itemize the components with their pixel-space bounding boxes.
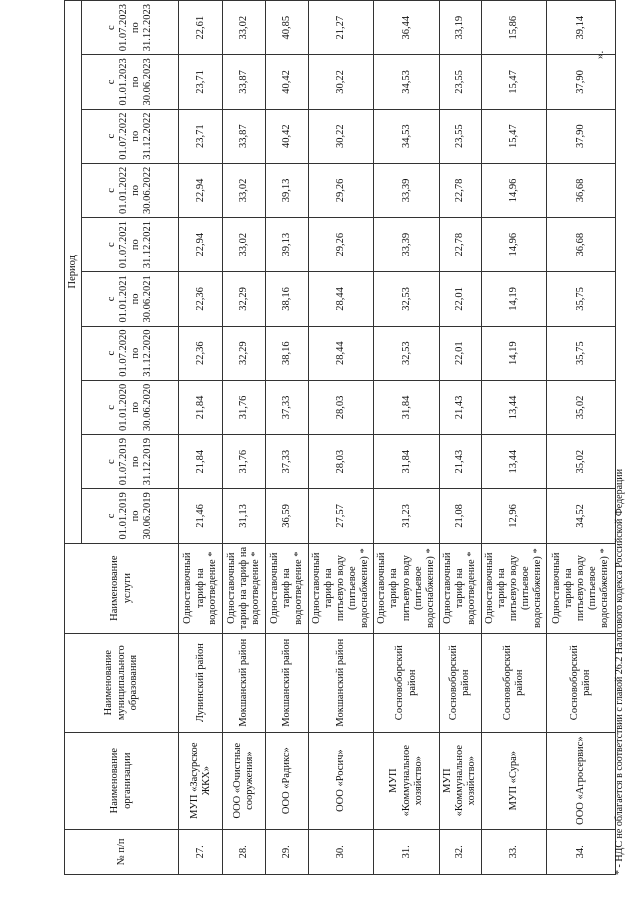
- row-value: 33,19: [439, 1, 481, 55]
- period-header-3: с 01.01.2020 по 30.06.2020: [82, 380, 179, 434]
- row-value: 33,02: [223, 218, 266, 272]
- row-value: 21,84: [179, 380, 223, 434]
- row-service: Одноставочный тариф на водоотведение *: [179, 543, 223, 633]
- row-org: ООО «Росич»: [309, 732, 374, 829]
- header-num: № п/п: [65, 829, 179, 874]
- row-num: 32.: [439, 829, 481, 874]
- period-header-2: с 01.07.2019 по 31.12.2019: [82, 435, 179, 489]
- row-value: 15,86: [481, 1, 546, 55]
- row-value: 36,68: [547, 163, 616, 217]
- row-value: 14,96: [481, 218, 546, 272]
- header-row: [65, 1, 82, 875]
- table-row: [481, 1, 546, 875]
- row-num: 34.: [547, 829, 616, 874]
- table-row: [179, 1, 223, 875]
- row-org: МУП «Сура»: [481, 732, 546, 829]
- row-value: 22,94: [179, 218, 223, 272]
- row-value: 23,55: [439, 55, 481, 109]
- row-org: МУП «Коммунальное хозяйство»: [374, 732, 439, 829]
- header-period: Период: [65, 1, 82, 544]
- row-value: 33,39: [374, 163, 439, 217]
- row-value: 37,90: [547, 109, 616, 163]
- row-value: 36,68: [547, 218, 616, 272]
- row-service: Одноставочный тариф на водоотведение *: [266, 543, 309, 633]
- row-value: 22,01: [439, 272, 481, 326]
- row-value: 31,84: [374, 435, 439, 489]
- row-num: 27.: [179, 829, 223, 874]
- row-num: 31.: [374, 829, 439, 874]
- row-value: 23,71: [179, 109, 223, 163]
- row-value: 22,36: [179, 326, 223, 380]
- row-value: 35,02: [547, 380, 616, 434]
- row-value: 33,87: [223, 109, 266, 163]
- row-num: 30.: [309, 829, 374, 874]
- row-org: ООО «Очистные сооружения»: [223, 732, 266, 829]
- row-service: Одноставочный тариф на питьевую воду (питьевое водоснабжение) *: [309, 543, 374, 633]
- closing-quote: ».: [594, 50, 606, 59]
- table-body: [179, 1, 616, 875]
- row-value: 33,87: [223, 55, 266, 109]
- row-num: 29.: [266, 829, 309, 874]
- row-value: 32,53: [374, 326, 439, 380]
- row-value: 22,36: [179, 272, 223, 326]
- row-value: 40,42: [266, 55, 309, 109]
- row-value: 30,22: [309, 55, 374, 109]
- row-value: 21,46: [179, 489, 223, 543]
- period-header-1: с 01.01.2019 по 30.06.2019: [82, 489, 179, 543]
- header-municipality: Наименование муниципального образования: [65, 633, 179, 732]
- row-value: 22,61: [179, 1, 223, 55]
- row-value: 37,90: [547, 55, 616, 109]
- table-row: [547, 1, 616, 875]
- row-value: 31,23: [374, 489, 439, 543]
- row-num: 33.: [481, 829, 546, 874]
- row-value: 15,47: [481, 109, 546, 163]
- row-municipality: Мокшанский район: [309, 633, 374, 732]
- table-row: [223, 1, 266, 875]
- period-header-10: с 01.07.2023 по 31.12.2023: [82, 1, 179, 55]
- table-row: [266, 1, 309, 875]
- row-value: 32,53: [374, 272, 439, 326]
- row-org: ООО «Радикс»: [266, 732, 309, 829]
- tariff-table: [64, 0, 616, 875]
- row-municipality: Сосновоборский район: [481, 633, 546, 732]
- period-header-9: с 01.01.2023 по 30.06.2023: [82, 55, 179, 109]
- period-header-7: с 01.01.2022 по 30.06.2022: [82, 163, 179, 217]
- row-org: ООО «Агросервис»: [547, 732, 616, 829]
- row-service: Одноставочный тариф на питьевую воду (питьевое водоснабжение) *: [374, 543, 439, 633]
- row-value: 29,26: [309, 163, 374, 217]
- row-value: 31,13: [223, 489, 266, 543]
- row-municipality: Мокшанский район: [266, 633, 309, 732]
- row-value: 34,53: [374, 109, 439, 163]
- table-row: [374, 1, 439, 875]
- row-service: Одноставочный тариф на питьевую воду (питьевое водоснабжение) *: [547, 543, 616, 633]
- row-value: 38,16: [266, 326, 309, 380]
- row-value: 35,02: [547, 435, 616, 489]
- row-municipality: Сосновоборский район: [439, 633, 481, 732]
- row-value: 29,26: [309, 218, 374, 272]
- header-org: Наименование организации: [65, 732, 179, 829]
- row-value: 34,52: [547, 489, 616, 543]
- row-value: 14,96: [481, 163, 546, 217]
- row-value: 33,02: [223, 1, 266, 55]
- row-value: 35,75: [547, 326, 616, 380]
- row-value: 14,19: [481, 326, 546, 380]
- row-value: 40,42: [266, 109, 309, 163]
- row-value: 13,44: [481, 435, 546, 489]
- row-value: 37,33: [266, 435, 309, 489]
- row-value: 35,75: [547, 272, 616, 326]
- row-org: МУП «Засурское ЖКХ»: [179, 732, 223, 829]
- row-value: 22,78: [439, 218, 481, 272]
- period-header-6: с 01.07.2021 по 31.12.2021: [82, 218, 179, 272]
- row-value: 39,13: [266, 163, 309, 217]
- row-municipality: Сосновоборский район: [374, 633, 439, 732]
- row-value: 21,27: [309, 1, 374, 55]
- row-value: 21,43: [439, 380, 481, 434]
- row-value: 33,39: [374, 218, 439, 272]
- footnote: * - НДС не облагается в соответствии с главой 26.2 Налогового кодекса Российской Федерации: [614, 468, 625, 875]
- row-value: 37,33: [266, 380, 309, 434]
- row-value: 21,84: [179, 435, 223, 489]
- row-value: 40,85: [266, 1, 309, 55]
- row-service: Одноставочный тариф на водоотведение *: [439, 543, 481, 633]
- row-value: 23,55: [439, 109, 481, 163]
- row-municipality: Мокшанский район: [223, 633, 266, 732]
- row-value: 21,08: [439, 489, 481, 543]
- row-municipality: Сосновоборский район: [547, 633, 616, 732]
- row-value: 30,22: [309, 109, 374, 163]
- row-value: 21,43: [439, 435, 481, 489]
- row-value: 34,53: [374, 55, 439, 109]
- header-service: Наименование услуги: [65, 543, 179, 633]
- table-row: [439, 1, 481, 875]
- row-service: Одноставочный тариф на тариф на водоотведение *: [223, 543, 266, 633]
- row-value: 36,44: [374, 1, 439, 55]
- row-value: 32,29: [223, 326, 266, 380]
- row-value: 31,76: [223, 435, 266, 489]
- row-value: 39,14: [547, 1, 616, 55]
- row-value: 22,78: [439, 163, 481, 217]
- row-value: 13,44: [481, 380, 546, 434]
- row-value: 28,03: [309, 435, 374, 489]
- row-value: 31,76: [223, 380, 266, 434]
- row-municipality: Лунинский район: [179, 633, 223, 732]
- row-value: 38,16: [266, 272, 309, 326]
- row-value: 22,01: [439, 326, 481, 380]
- row-value: 22,94: [179, 163, 223, 217]
- row-value: 23,71: [179, 55, 223, 109]
- row-org: МУП «Коммунальное хозяйство»: [439, 732, 481, 829]
- row-service: Одноставочный тариф на питьевую воду (питьевое водоснабжение) *: [481, 543, 546, 633]
- row-value: 36,59: [266, 489, 309, 543]
- period-header-8: с 01.07.2022 по 31.12.2022: [82, 109, 179, 163]
- row-value: 28,03: [309, 380, 374, 434]
- row-num: 28.: [223, 829, 266, 874]
- period-header-4: с 01.07.2020 по 31.12.2020: [82, 326, 179, 380]
- row-value: 28,44: [309, 326, 374, 380]
- row-value: 14,19: [481, 272, 546, 326]
- row-value: 15,47: [481, 55, 546, 109]
- row-value: 28,44: [309, 272, 374, 326]
- row-value: 33,02: [223, 163, 266, 217]
- period-header-5: с 01.01.2021 по 30.06.2021: [82, 272, 179, 326]
- row-value: 12,96: [481, 489, 546, 543]
- table-row: [309, 1, 374, 875]
- row-value: 27,57: [309, 489, 374, 543]
- row-value: 32,29: [223, 272, 266, 326]
- row-value: 39,13: [266, 218, 309, 272]
- row-value: 31,84: [374, 380, 439, 434]
